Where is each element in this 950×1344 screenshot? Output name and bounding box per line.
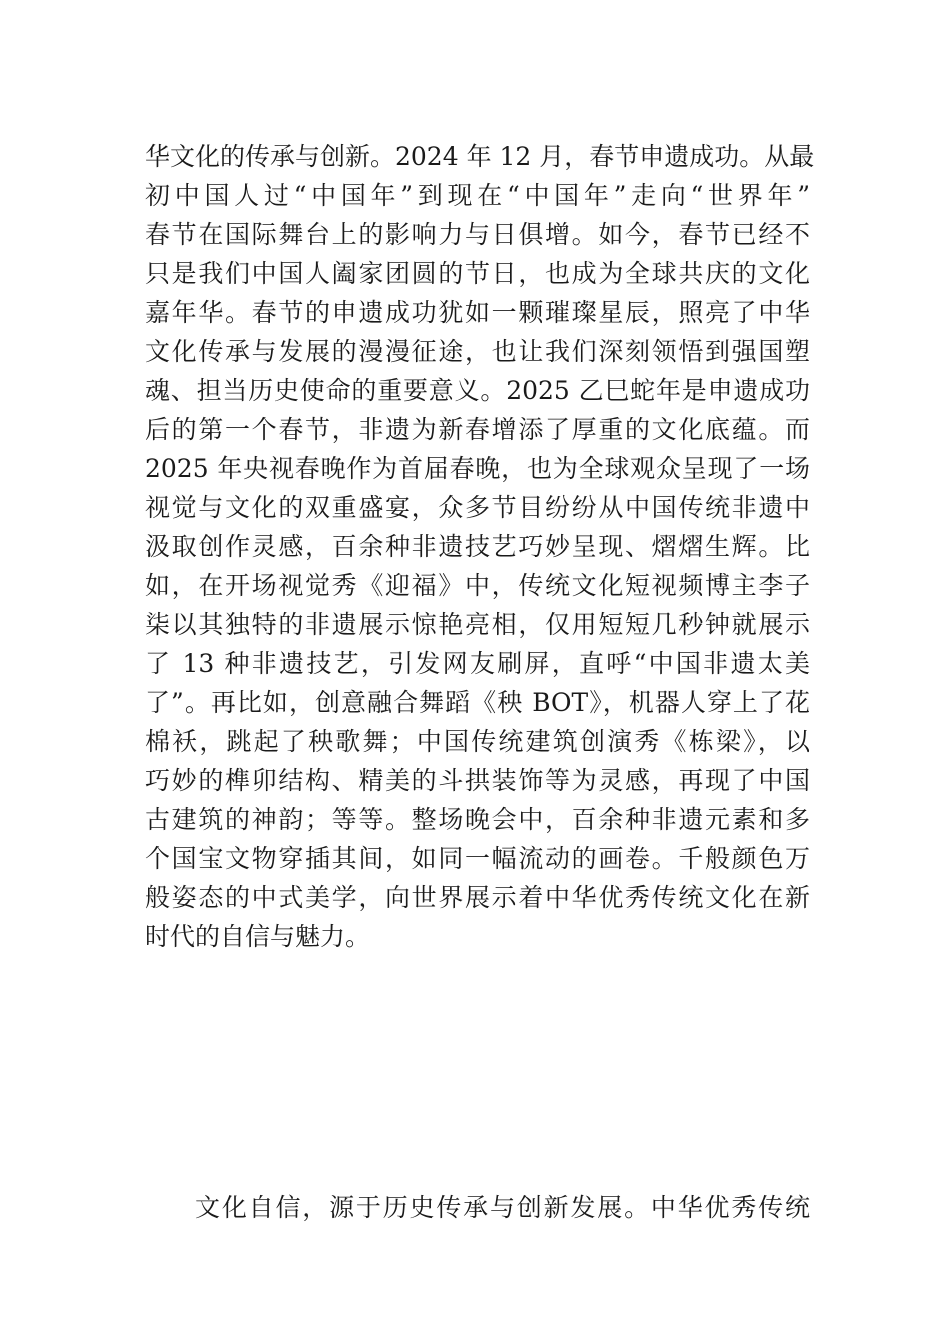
text-line: 了 13 种非遗技艺，引发网友刷屏，直呼“中国非遗太美 (145, 649, 810, 678)
text-line: 柒以其独特的非遗展示惊艳亮相，仅用短短几秒钟就展示 (145, 610, 810, 639)
text-line: 个国宝文物穿插其间，如同一幅流动的画卷。千般颜色万 (145, 844, 810, 873)
text-line: 般姿态的中式美学，向世界展示着中华优秀传统文化在新 (145, 883, 810, 912)
text-line: 视觉与文化的双重盛宴，众多节目纷纷从中国传统非遗中 (145, 493, 810, 522)
text-line: 嘉年华。春节的申遗成功犹如一颗璀璨星辰，照亮了中华 (145, 298, 810, 327)
text-line: 棉袄，跳起了秧歌舞；中国传统建筑创演秀《栋梁》，以 (145, 727, 810, 756)
text-line: 巧妙的榫卯结构、精美的斗拱装饰等为灵感，再现了中国 (145, 766, 810, 795)
text-line: 华文化的传承与创新。2024 年 12 月，春节申遗成功。从最 (145, 142, 815, 171)
text-line: 春节在国际舞台上的影响力与日俱增。如今，春节已经不 (145, 220, 810, 249)
text-line: 2025 年央视春晚作为首届春晚，也为全球观众呈现了一场 (145, 454, 810, 483)
text-line: 只是我们中国人阖家团圆的节日，也成为全球共庆的文化 (145, 259, 810, 288)
text-line: 汲取创作灵感，百余种非遗技艺巧妙呈现、熠熠生辉。比 (145, 532, 810, 561)
text-line: 初中国人过“中国年”到现在“中国年”走向“世界年” (145, 181, 810, 210)
text-line: 文化自信，源于历史传承与创新发展。中华优秀传统 (195, 1193, 810, 1222)
paragraph-cultural-confidence (145, 1188, 810, 1227)
text-line: 如，在开场视觉秀《迎福》中，传统文化短视频博主李子 (145, 571, 810, 600)
text-line: 文化传承与发展的漫漫征途，也让我们深刻领悟到强国塑 (145, 337, 810, 366)
text-line: 了”。再比如，创意融合舞蹈《秧 BOT》，机器人穿上了花 (145, 688, 810, 717)
paragraph-spring-festival (145, 137, 815, 956)
text-line: 后的第一个春节，非遗为新春增添了厚重的文化底蕴。而 (145, 415, 810, 444)
text-line: 古建筑的神韵；等等。整场晚会中，百余种非遗元素和多 (145, 805, 810, 834)
text-line: 时代的自信与魅力。 (145, 922, 371, 951)
text-line: 魂、担当历史使命的重要意义。2025 乙巳蛇年是申遗成功 (145, 376, 810, 405)
